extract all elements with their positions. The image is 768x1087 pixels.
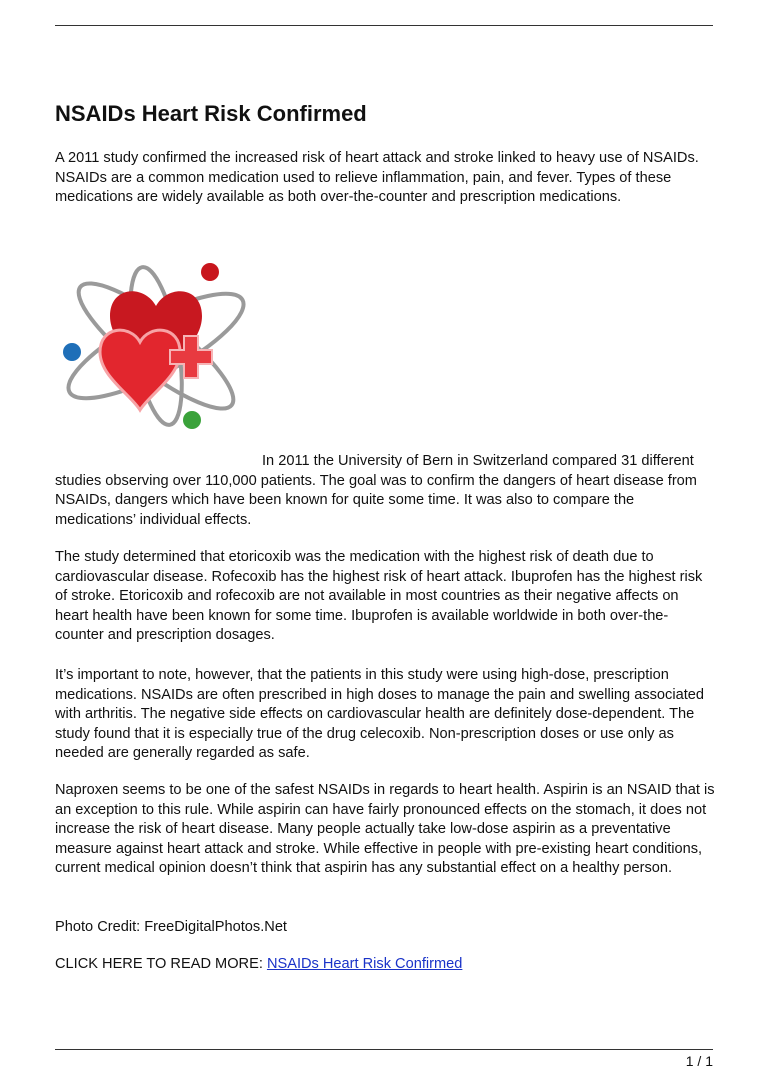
high-dose-note-paragraph: It’s important to note, however, that the patients in this study were using high-dose, prescription medications. NSAIDs are often prescribed in high doses to manage the pain and swelling associated with arthritis. The negative side effects on cardiovascular health are definitely dose-dependent. The study found that it is especially true of the drug celecoxib. Non-prescription doses or use only as needed are generally regarded as safe.	[55, 667, 704, 762]
read-more-prefix: CLICK HERE TO READ MORE:	[55, 956, 267, 972]
heart-front-shape	[100, 330, 180, 410]
blue-node-icon	[63, 343, 81, 361]
red-node-icon	[201, 263, 219, 281]
header-rule	[55, 25, 713, 26]
read-more-line	[55, 955, 715, 975]
intro-paragraph: A 2011 study confirmed the increased risk of heart attack and stroke linked to heavy use of NSAIDs. NSAIDs are a common medication used to relieve inflammation, pain, and fever. Types of these medications are widely available as both over-the-counter and prescription medications.	[55, 150, 699, 206]
bern-paragraph-text: In 2011 the University of Bern in Switzerland compared 31 different studies observing over 110,000 patients. The goal was to confirm the dangers of heart disease from NSAIDs, dangers which have been known for quite some time. It was also to compare the medications’ individual effects.	[55, 453, 697, 528]
naproxen-paragraph: Naproxen seems to be one of the safest NSAIDs in regards to heart health. Aspirin is an NSAID that is an exception to this rule. While aspirin can have fairly pronounced effects on the stomach, it does not increase the risk of heart disease. Many people actually take low-dose aspirin as a preventative measure against heart attack and stroke. While effective in people with pre-existing heart conditions, current medical opinion doesn’t think that aspirin has any substantial effect on a healthy person.	[55, 782, 715, 877]
bern-paragraph	[55, 452, 715, 530]
footer-rule	[55, 1049, 713, 1050]
read-more-link[interactable]: NSAIDs Heart Risk Confirmed	[266, 956, 463, 972]
photo-credit: Photo Credit: FreeDigitalPhotos.Net	[55, 919, 287, 935]
page-title: NSAIDs Heart Risk Confirmed	[55, 101, 367, 126]
page-number: 1 / 1	[685, 1053, 713, 1069]
etoricoxib-paragraph: The study determined that etoricoxib was the medication with the highest risk of death due to cardiovascular disease. Rofecoxib has the highest risk of heart attack. Ibuprofen has the highest risk of stroke. Etoricoxib and rofecoxib are not available in most countries as their negative affects on heart health have been known for some time. Ibuprofen is available worldwide in both over-the-counter and prescription dosages.	[55, 549, 703, 644]
heart-atom-illustration	[52, 254, 262, 436]
green-node-icon	[183, 411, 201, 429]
